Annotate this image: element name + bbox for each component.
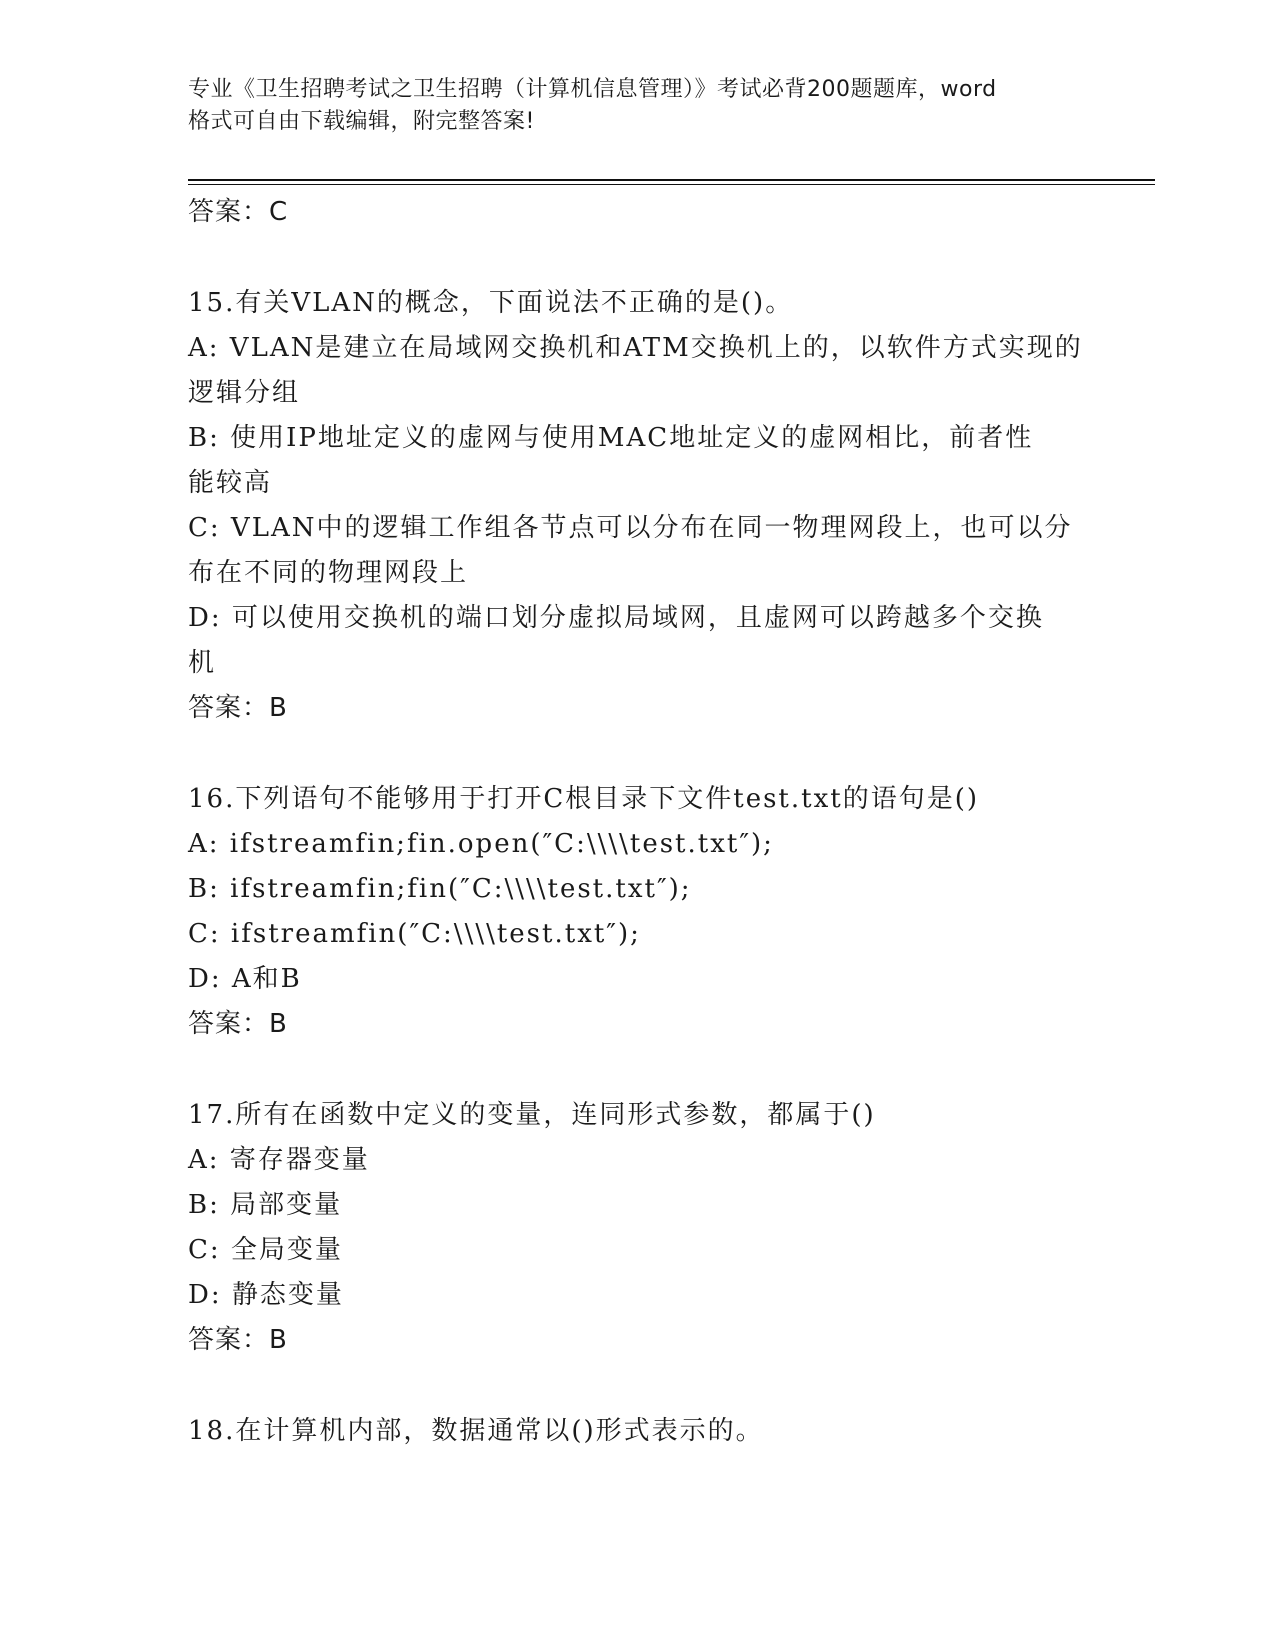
answer: 答案：B — [188, 1325, 288, 1355]
option-c: C: ifstreamfin(″C:\\\\test.txt″); — [188, 919, 641, 949]
header-line-2: 格式可自由下载编辑，附完整答案! — [188, 109, 535, 134]
option-a: A: VLAN是建立在局域网交换机和ATM交换机上的，以软件方式实现的 — [188, 333, 1083, 363]
option-d-continued: 机 — [188, 648, 217, 678]
question-18 — [188, 1409, 1088, 1454]
header-line-1: 专业《卫生招聘考试之卫生招聘（计算机信息管理）》考试必背200题题库，word — [188, 77, 997, 102]
question-17 — [188, 1093, 1088, 1363]
answer: 答案：B — [188, 693, 288, 723]
spacer — [188, 1363, 1088, 1409]
header-rule-thick — [188, 179, 1155, 181]
option-a: A: 寄存器变量 — [188, 1145, 370, 1175]
option-b: B: 使用IP地址定义的虚网与使用MAC地址定义的虚网相比，前者性 — [188, 423, 1034, 453]
question-stem: 15.有关VLAN的概念，下面说法不正确的是()。 — [188, 288, 794, 318]
option-a: A: ifstreamfin;fin.open(″C:\\\\test.txt″); — [188, 829, 774, 859]
header-rule-thin — [188, 184, 1155, 185]
question-list — [188, 190, 1088, 1454]
option-a-continued: 逻辑分组 — [188, 378, 301, 408]
question-16 — [188, 777, 1088, 1047]
question-stem: 16.下列语句不能够用于打开C根目录下文件test.txt的语句是() — [188, 784, 979, 814]
spacer — [188, 1047, 1088, 1093]
option-d: D: A和B — [188, 964, 302, 994]
option-b: B: 局部变量 — [188, 1190, 343, 1220]
option-c: C: VLAN中的逻辑工作组各节点可以分布在同一物理网段上，也可以分 — [188, 513, 1073, 543]
option-c: C: 全局变量 — [188, 1235, 343, 1265]
question-15 — [188, 281, 1088, 731]
question-stem: 17.所有在函数中定义的变量，连同形式参数，都属于() — [188, 1100, 876, 1130]
document-header — [188, 74, 1088, 138]
option-c-continued: 布在不同的物理网段上 — [188, 558, 469, 588]
answer: 答案：B — [188, 1009, 288, 1039]
option-b: B: ifstreamfin;fin(″C:\\\\test.txt″); — [188, 874, 692, 904]
question-stem: 18.在计算机内部，数据通常以()形式表示的。 — [188, 1416, 764, 1446]
option-d: D: 静态变量 — [188, 1280, 344, 1310]
option-b-continued: 能较高 — [188, 468, 273, 498]
spacer — [188, 731, 1088, 777]
previous-answer: 答案：C — [188, 197, 289, 227]
spacer — [188, 235, 1088, 281]
option-d: D: 可以使用交换机的端口划分虚拟局域网，且虚网可以跨越多个交换 — [188, 603, 1044, 633]
